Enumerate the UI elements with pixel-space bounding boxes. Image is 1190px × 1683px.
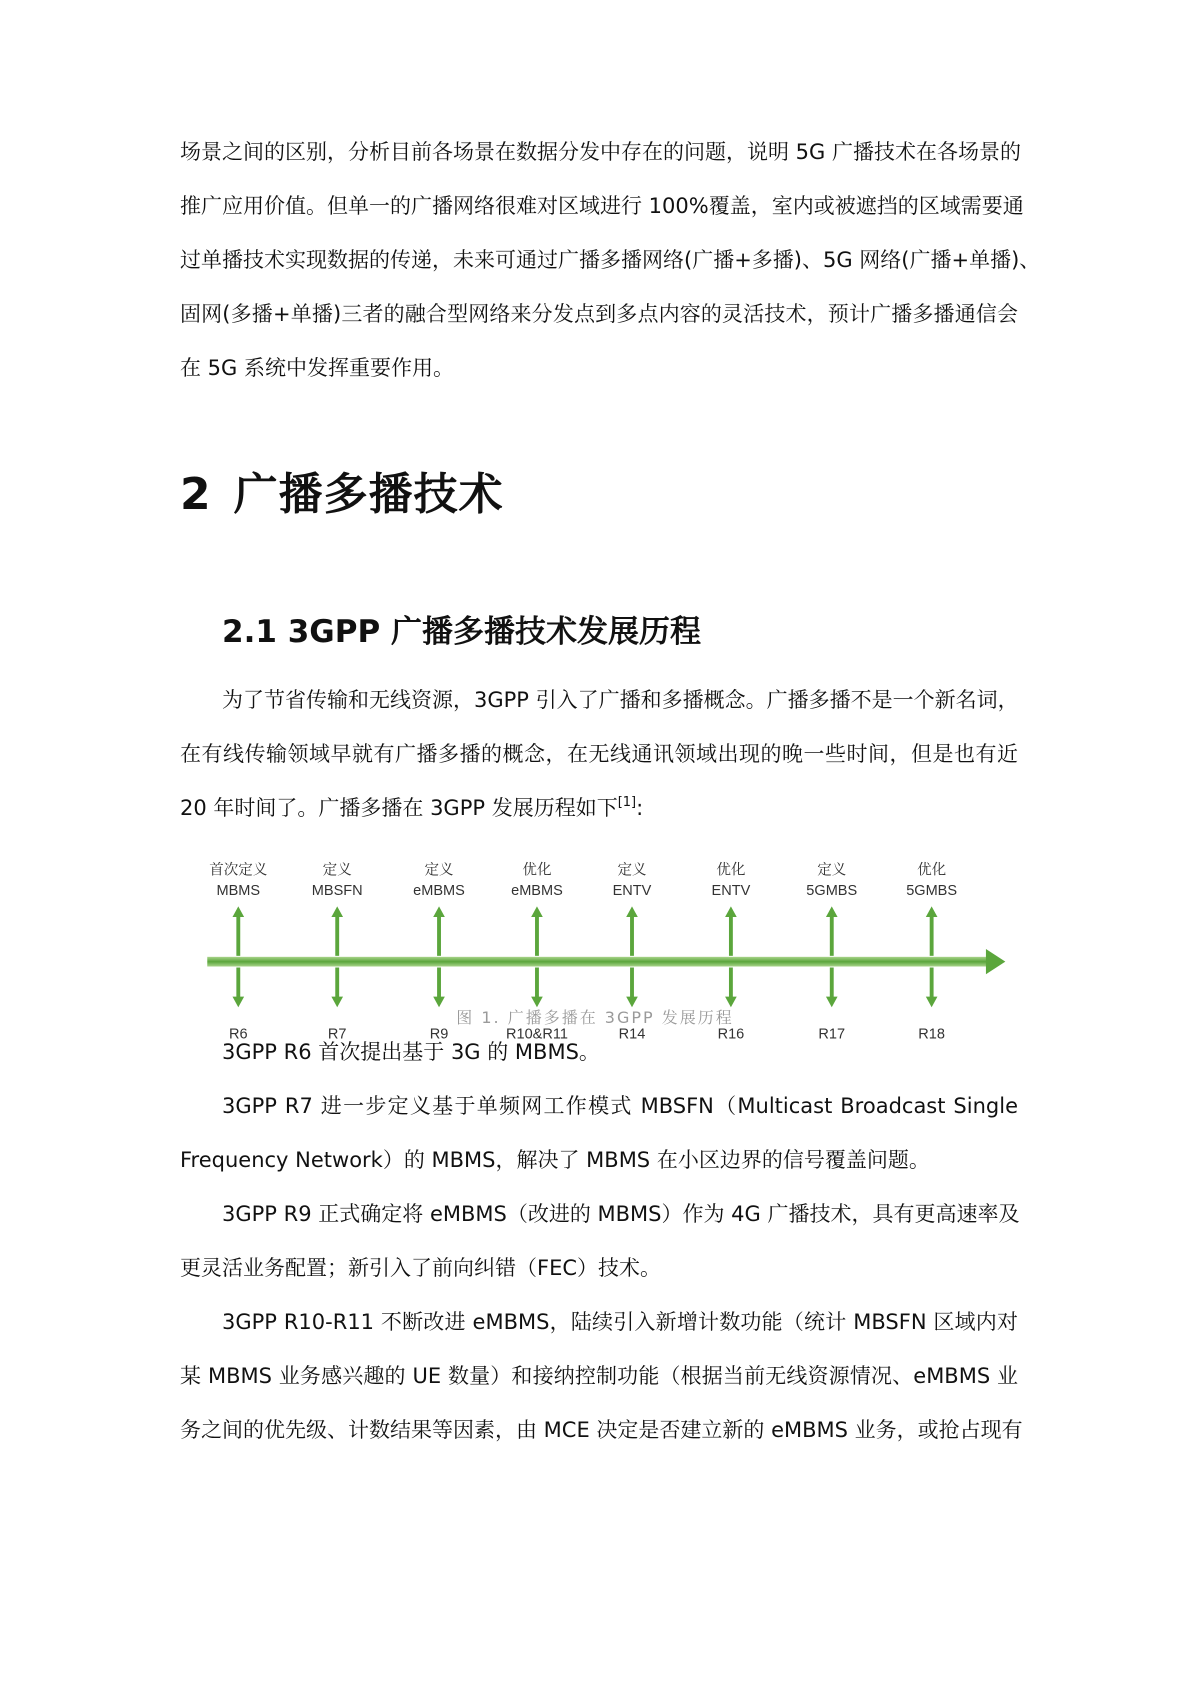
text-line: 在 5G 系统中发挥重要作用。 xyxy=(180,356,454,380)
milestone-feature-label: eMBMS xyxy=(413,882,465,899)
section-number: 2 xyxy=(180,469,212,520)
milestone-feature-label: eMBMS xyxy=(511,882,563,899)
milestone-feature-label: ENTV xyxy=(612,882,652,899)
text-line: 固网(多播+单播)三者的融合型网络来分发点到多点内容的灵活技术，预计广播多播通信会 xyxy=(180,302,1018,326)
milestone-feature-label: MBMS xyxy=(216,882,261,899)
milestone-release-label: R18 xyxy=(918,1026,945,1043)
milestone-release-label: R10&R11 xyxy=(506,1026,568,1043)
paragraph-r7 xyxy=(180,1079,1018,1187)
milestone-release-label: R16 xyxy=(717,1026,745,1043)
milestone-release-label: R9 xyxy=(429,1026,449,1043)
text-line: 务之间的优先级、计数结果等因素，由 MCE 决定是否建立新的 eMBMS 业务，或抢占现有 xyxy=(180,1418,1023,1442)
intro-paragraph xyxy=(180,125,1041,395)
timeline-axis xyxy=(207,957,988,967)
text-line xyxy=(180,781,1018,835)
paragraph-r6 xyxy=(180,1025,1018,1079)
up-arrow-head xyxy=(826,906,838,917)
up-arrow-head xyxy=(531,906,543,917)
milestone-feature-label: ENTV xyxy=(711,882,751,899)
text-line: 过单播技术实现数据的传递，未来可通过广播多播网络(广播+多播)、5G 网络(广播+单播)、 xyxy=(180,248,1041,272)
timeline-arrowhead xyxy=(986,949,1005,974)
milestone-action-label: 定义 xyxy=(424,862,454,879)
text-line: 在有线传输领域早就有广播多播的概念，在无线通讯领域出现的晚一些时间，但是也有近 xyxy=(180,742,1018,766)
text-line: 3GPP R7 进一步定义基于单频网工作模式 MBSFN（Multicast Broadcast Single xyxy=(222,1094,1018,1118)
citation-link[interactable]: [1] xyxy=(617,795,637,810)
text-line: 场景之间的区别，分析目前各场景在数据分发中存在的问题，说明 5G 广播技术在各场景的 xyxy=(180,140,1021,164)
figure-caption: 图 1. 广播多播在 3GPP 发展历程 xyxy=(456,1008,734,1027)
up-arrow-head xyxy=(331,906,343,917)
up-arrow-head xyxy=(926,906,938,917)
milestone-action-label: 定义 xyxy=(817,862,847,879)
text-line: 推广应用价值。但单一的广播网络很难对区域进行 100%覆盖，室内或被遮挡的区域需要通 xyxy=(180,194,1024,218)
text-line: 3GPP R10-R11 不断改进 eMBMS，陆续引入新增计数功能（统计 MBSFN 区域内对 xyxy=(222,1310,1018,1334)
up-arrow-head xyxy=(433,906,445,917)
text-line: 某 MBMS 业务感兴趣的 UE 数量）和接纳控制功能（根据当前无线资源情况、eMBMS 业 xyxy=(180,1364,1018,1388)
milestone-action-label: 定义 xyxy=(322,862,352,879)
milestone-feature-label: 5GMBS xyxy=(806,882,858,899)
milestone-feature-label: 5GMBS xyxy=(906,882,958,899)
text-line: 更灵活业务配置；新引入了前向纠错（FEC）技术。 xyxy=(180,1256,662,1280)
paragraph-r9 xyxy=(180,1187,1018,1295)
milestone-release-label: R6 xyxy=(229,1026,248,1043)
milestone-release-label: R7 xyxy=(327,1026,347,1043)
milestone-action-label: 优化 xyxy=(917,862,947,879)
milestone-action-label: 优化 xyxy=(522,862,552,879)
text-line: 3GPP R9 正式确定将 eMBMS（改进的 MBMS）作为 4G 广播技术，具有更高速率及 xyxy=(222,1202,1020,1226)
paragraph-intro-3gpp xyxy=(180,673,1018,835)
subsection-number: 2.1 xyxy=(222,614,277,650)
text-segment: : xyxy=(636,796,644,820)
up-arrow-head xyxy=(232,906,244,917)
text-segment: 20 年时间了。广播多播在 3GPP 发展历程如下 xyxy=(180,796,618,820)
milestone-feature-label: MBSFN xyxy=(311,882,363,899)
milestone-release-label: R17 xyxy=(818,1026,846,1043)
paragraph-r10-r11 xyxy=(180,1295,1023,1457)
subsection-title: 3GPP 广播多播技术发展历程 xyxy=(287,614,701,650)
up-arrow-head xyxy=(725,906,737,917)
text-line: 为了节省传输和无线资源，3GPP 引入了广播和多播概念。广播多播不是一个新名词， xyxy=(222,688,1019,712)
section-heading xyxy=(180,458,504,522)
section-title: 广播多播技术 xyxy=(233,469,504,520)
subsection-heading xyxy=(222,606,701,651)
milestone-action-label: 定义 xyxy=(617,862,647,879)
milestone-action-label: 优化 xyxy=(716,862,746,879)
milestone-release-label: R14 xyxy=(618,1026,646,1043)
up-arrow-head xyxy=(626,906,638,917)
text-line: Frequency Network）的 MBMS，解决了 MBMS 在小区边界的信号覆盖问题。 xyxy=(180,1148,930,1172)
text-line: 3GPP R6 首次提出基于 3G 的 MBMS。 xyxy=(222,1040,600,1064)
milestone-action-label: 首次定义 xyxy=(209,862,268,879)
